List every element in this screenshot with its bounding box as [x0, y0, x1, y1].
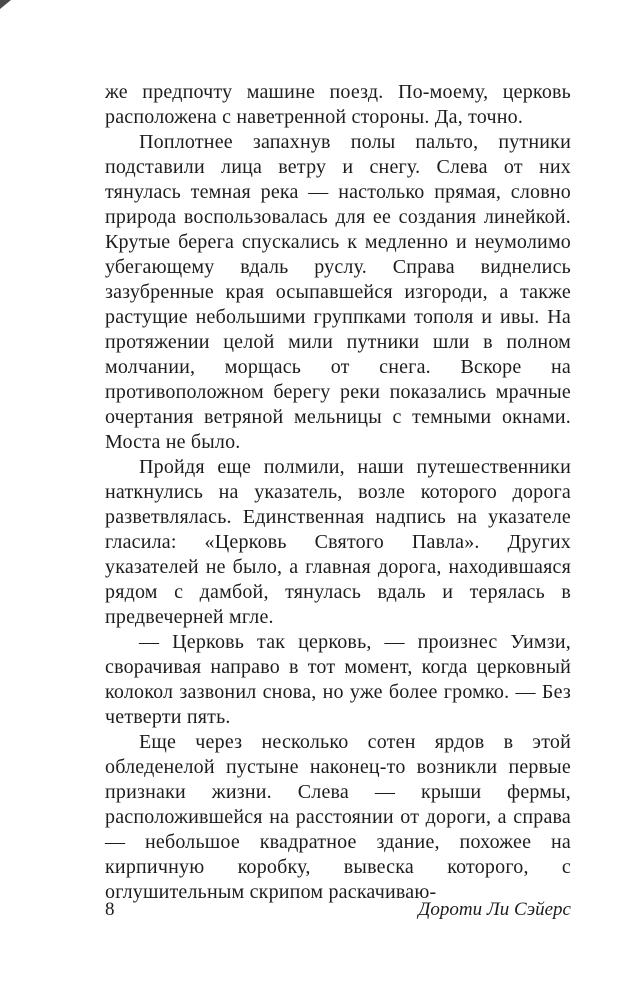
paragraph: — Церковь так церковь, — произнес Уимзи, сворачивая направо в тот момент, когда церковный колокол зазвонил снова, но уже более громко. — Без четверти пять. [105, 631, 571, 728]
page-text [105, 80, 571, 905]
paragraph: же предпочту машине поезд. По-моему, церковь расположена с наветренной стороны. Да, точно. [105, 81, 571, 128]
page-number: 8 [105, 899, 115, 920]
paragraph: Пройдя еще полмили, наши путешественники наткнулись на указатель, возле которого дорога разветвлялась. Единственная надпись на указателе гласила: «Церковь Святого Павла». Других указателей не было, а главная дорога, находившаяся рядом с дамбой, тянулась вдаль и терялась в предвечерней мгле. [105, 456, 571, 628]
paragraph: Поплотнее запахнув полы пальто, путники подставили лица ветру и снегу. Слева от них тянулась темная река — настолько прямая, словно природа воспользовалась для ее создания линейкой. Крутые берега спускались к медленно и неумолимо убегающему вдаль руслу. Справа виднелись зазубренные края осыпавшейся изгороди, а также растущие небольшими группками тополя и ивы. На протяжении целой мили путники шли в полном молчании, морщась от снега. Вскоре на противоположном берегу реки показались мрачные очертания ветряной мельницы с темными окнами. Моста не было. [105, 131, 571, 453]
scan-corner-artifact [0, 0, 11, 9]
page-footer [105, 898, 571, 922]
paragraph: Еще через несколько сотен ярдов в этой обледенелой пустыне наконец-то возникли первые признаки жизни. Слева — крыши фермы, расположившейся на расстоянии от дороги, а справа — небольшое квадратное здание, похожее на кирпичную коробку, вывеска которого, с оглушительным скрипом раскачиваю- [105, 731, 571, 903]
author-name: Дороти Ли Сэйерс [418, 899, 571, 920]
